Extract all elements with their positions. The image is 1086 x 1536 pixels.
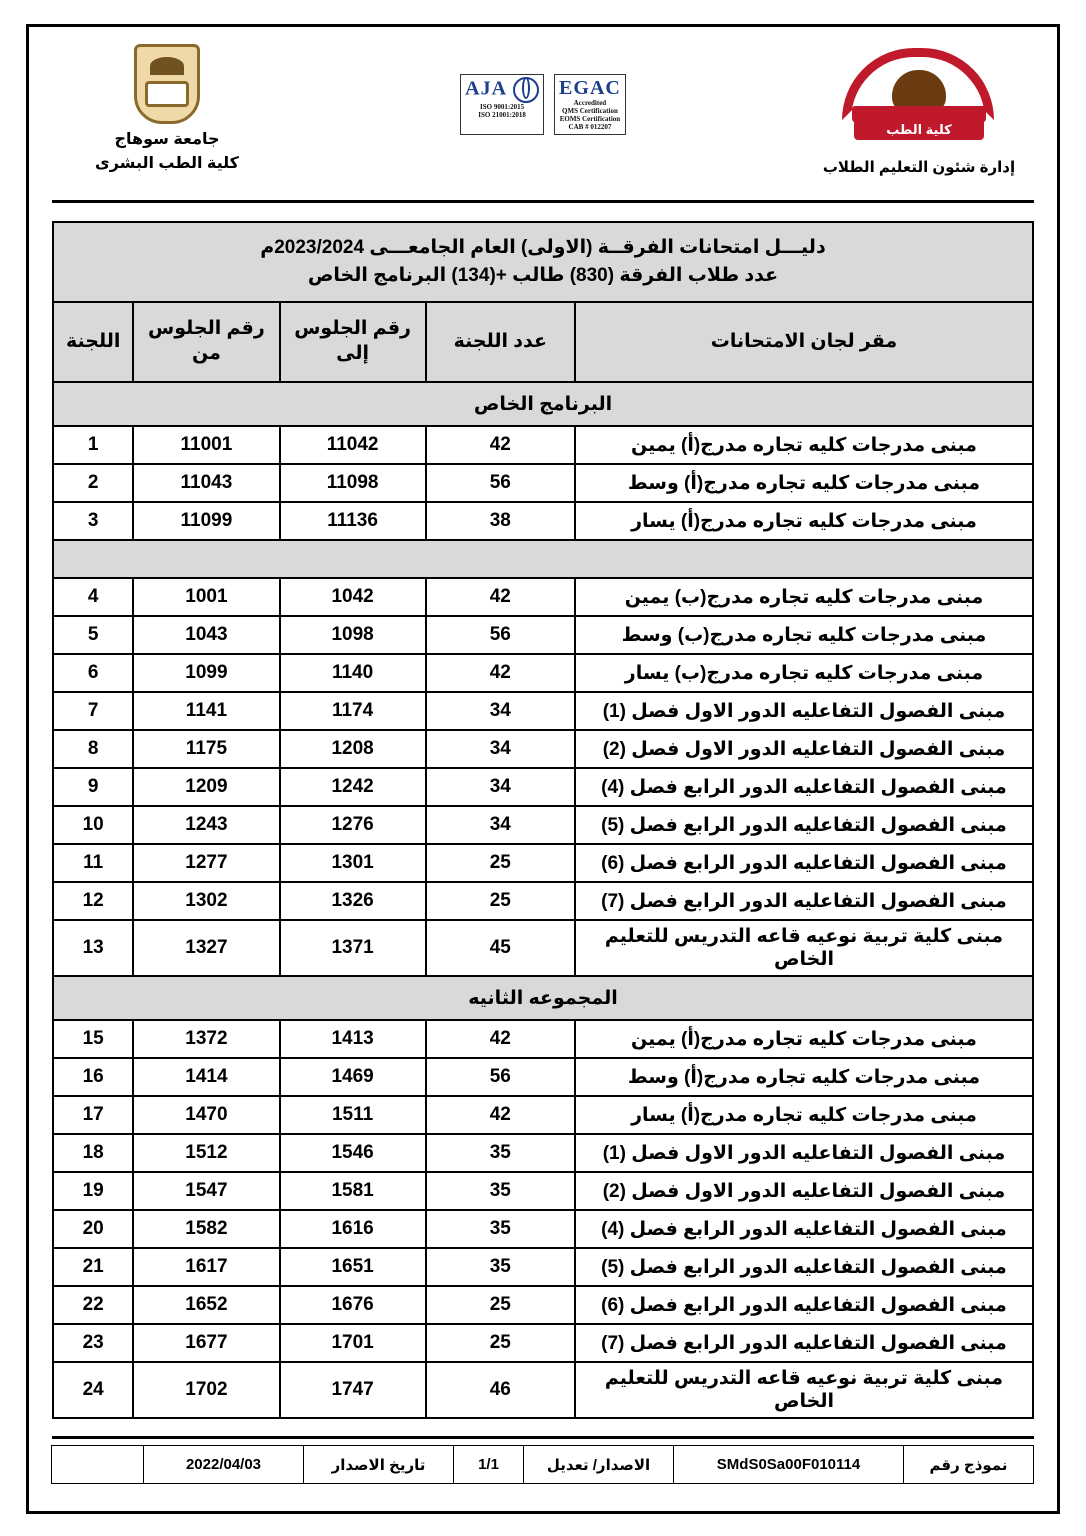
cell-seat-to: 1042 [280, 578, 426, 616]
cell-committee: 8 [53, 730, 133, 768]
cell-seat-from: 1001 [133, 578, 279, 616]
cell-count: 56 [426, 616, 575, 654]
table-title-line1: دليـــل امتحانات الفرقــة (الاولى) العام الجامعـــى 2023/2024م [260, 236, 826, 258]
cell-count: 56 [426, 1058, 575, 1096]
table-body [53, 382, 1033, 1418]
university-shield-icon [134, 44, 200, 124]
cell-count: 38 [426, 502, 575, 540]
cell-place: مبنى الفصول التفاعلیه الدور الاول فصل (2) [575, 1172, 1033, 1210]
cell-seat-from: 1043 [133, 616, 279, 654]
cell-count: 45 [426, 920, 575, 976]
cell-committee: 7 [53, 692, 133, 730]
cell-seat-to: 1747 [280, 1362, 426, 1418]
cell-count: 34 [426, 768, 575, 806]
cell-seat-to: 1140 [280, 654, 426, 692]
column-header-committee: اللجنة [53, 302, 133, 382]
cell-seat-to: 1676 [280, 1286, 426, 1324]
cell-committee: 10 [53, 806, 133, 844]
cell-seat-to: 1098 [280, 616, 426, 654]
cell-seat-from: 11001 [133, 426, 279, 464]
cell-seat-to: 1174 [280, 692, 426, 730]
cell-place: مبنى مدرجات كلیه تجاره مدرج(أ) وسط [575, 464, 1033, 502]
cell-seat-from: 1209 [133, 768, 279, 806]
document-footer [52, 1436, 1034, 1484]
cell-committee: 18 [53, 1134, 133, 1172]
table-row [53, 502, 1033, 540]
aja-mark-text: AJA [465, 77, 508, 100]
table-title-row [53, 222, 1033, 302]
footer-form-no-value: SMdS0Sa00F010114 [674, 1446, 904, 1484]
table-row [53, 806, 1033, 844]
cell-committee: 13 [53, 920, 133, 976]
cell-count: 42 [426, 1096, 575, 1134]
cell-place: مبنى الفصول التفاعلیه الدور الاول فصل (2) [575, 730, 1033, 768]
faculty-identity [804, 44, 1034, 176]
aja-certificate [460, 74, 544, 135]
egac-line-1: Accredited [573, 99, 607, 107]
table-row [53, 654, 1033, 692]
table-row [53, 1210, 1033, 1248]
cell-seat-to: 1581 [280, 1172, 426, 1210]
cell-count: 46 [426, 1362, 575, 1418]
column-header-count: عدد اللجنة [426, 302, 575, 382]
cell-place: مبنى مدرجات كلیه تجاره مدرج(أ) یسار [575, 502, 1033, 540]
table-row [53, 616, 1033, 654]
cell-committee: 17 [53, 1096, 133, 1134]
cell-seat-to: 11136 [280, 502, 426, 540]
cell-count: 35 [426, 1248, 575, 1286]
cell-committee: 24 [53, 1362, 133, 1418]
cell-seat-to: 1546 [280, 1134, 426, 1172]
table-row [53, 426, 1033, 464]
footer-revision-value: 1/1 [454, 1446, 524, 1484]
cell-place: مبنى مدرجات كلیه تجاره مدرج(أ) یمین [575, 426, 1033, 464]
cell-committee: 22 [53, 1286, 133, 1324]
table-row [53, 882, 1033, 920]
table-row [53, 730, 1033, 768]
cell-seat-to: 1413 [280, 1020, 426, 1058]
section-spacer [53, 540, 1033, 578]
aja-mark [465, 77, 539, 103]
cell-seat-to: 1242 [280, 768, 426, 806]
cell-seat-from: 1175 [133, 730, 279, 768]
table-row [53, 844, 1033, 882]
cell-count: 35 [426, 1172, 575, 1210]
cell-place: مبنى مدرجات كلیه تجاره مدرج(أ) یسار [575, 1096, 1033, 1134]
cell-count: 42 [426, 1020, 575, 1058]
cell-place: مبنى الفصول التفاعلیه الدور الاول فصل (1) [575, 1134, 1033, 1172]
cell-seat-from: 1582 [133, 1210, 279, 1248]
cell-seat-from: 1243 [133, 806, 279, 844]
cell-seat-to: 1371 [280, 920, 426, 976]
cell-seat-from: 1677 [133, 1324, 279, 1362]
cell-place: مبنى الفصول التفاعلیه الدور الاول فصل (1) [575, 692, 1033, 730]
department-label: إدارة شئون التعليم الطلاب [822, 159, 1016, 176]
cell-seat-to: 1651 [280, 1248, 426, 1286]
table-row [53, 1324, 1033, 1362]
column-header-place: مقر لجان الامتحانات [575, 302, 1033, 382]
cell-seat-from: 1141 [133, 692, 279, 730]
cell-committee: 9 [53, 768, 133, 806]
egac-line-4: CAB # 012207 [568, 123, 612, 132]
table-row [53, 1362, 1033, 1418]
section-spacer-row [53, 540, 1033, 578]
footer-form-no-label: نموذج رقم [904, 1446, 1034, 1484]
table-row [53, 1134, 1033, 1172]
exam-committees-table [52, 221, 1034, 1419]
cell-committee: 21 [53, 1248, 133, 1286]
section-label: البرنامج الخاص [53, 382, 1033, 426]
cell-count: 25 [426, 1324, 575, 1362]
university-name: جامعة سوهاج [114, 131, 220, 148]
globe-icon [513, 77, 539, 103]
cell-place: مبنى مدرجات كلیه تجاره مدرج(ب) یمین [575, 578, 1033, 616]
cell-seat-from: 1652 [133, 1286, 279, 1324]
cell-seat-to: 11042 [280, 426, 426, 464]
cell-count: 34 [426, 730, 575, 768]
cell-seat-from: 1277 [133, 844, 279, 882]
faculty-logo [829, 44, 1009, 152]
cell-place: مبنى كلیة تربیة نوعیه قاعه التدریس للتعلیم الخاص [575, 1362, 1033, 1418]
cell-count: 42 [426, 654, 575, 692]
cell-seat-to: 1701 [280, 1324, 426, 1362]
cell-seat-from: 1512 [133, 1134, 279, 1172]
egac-mark: EGAC [559, 77, 621, 99]
cell-seat-from: 1372 [133, 1020, 279, 1058]
medicine-logo-icon [834, 44, 1004, 144]
cell-seat-from: 1470 [133, 1096, 279, 1134]
footer-table [51, 1445, 1034, 1484]
cell-committee: 19 [53, 1172, 133, 1210]
cell-seat-to: 1276 [280, 806, 426, 844]
table-row [53, 920, 1033, 976]
cell-committee: 11 [53, 844, 133, 882]
cell-place: مبنى الفصول التفاعلیه الدور الرابع فصل (5) [575, 806, 1033, 844]
egac-line-3: EOMS Certification [559, 115, 621, 124]
footer-spacer [52, 1446, 144, 1484]
cell-place: مبنى الفصول التفاعلیه الدور الرابع فصل (4) [575, 768, 1033, 806]
table-title [53, 222, 1033, 302]
egac-line-2: QMS Certification [562, 107, 618, 116]
egac-certificate [554, 74, 626, 135]
cell-seat-from: 11099 [133, 502, 279, 540]
table-title-line2: عدد طلاب الفرقة (830) طالب +(134) البرنامج الخاص [307, 265, 779, 286]
cell-seat-to: 1301 [280, 844, 426, 882]
table-row [53, 1248, 1033, 1286]
footer-date-label: تاريخ الاصدار [304, 1446, 454, 1484]
logo-caption: كلية الطب [886, 122, 952, 137]
table-row [53, 1172, 1033, 1210]
university-identity [52, 44, 282, 176]
header-divider [52, 200, 1034, 203]
table-row [53, 1058, 1033, 1096]
cell-seat-from: 1099 [133, 654, 279, 692]
cell-seat-from: 1302 [133, 882, 279, 920]
cell-seat-to: 1469 [280, 1058, 426, 1096]
cell-committee: 23 [53, 1324, 133, 1362]
table-row [53, 1096, 1033, 1134]
cell-count: 35 [426, 1210, 575, 1248]
table-row [53, 578, 1033, 616]
cell-count: 35 [426, 1134, 575, 1172]
document-content [52, 44, 1034, 1419]
cell-seat-from: 1327 [133, 920, 279, 976]
cell-place: مبنى مدرجات كلیه تجاره مدرج(ب) یسار [575, 654, 1033, 692]
cell-seat-to: 1326 [280, 882, 426, 920]
certification-logos [378, 44, 708, 135]
cell-committee: 15 [53, 1020, 133, 1058]
cell-count: 25 [426, 1286, 575, 1324]
section-label: المجموعه الثانیه [53, 976, 1033, 1020]
cell-place: مبنى الفصول التفاعلیه الدور الرابع فصل (7) [575, 1324, 1033, 1362]
cell-committee: 5 [53, 616, 133, 654]
cell-seat-to: 11098 [280, 464, 426, 502]
cell-place: مبنى الفصول التفاعلیه الدور الرابع فصل (4) [575, 1210, 1033, 1248]
cell-place: مبنى مدرجات كلیه تجاره مدرج(ب) وسط [575, 616, 1033, 654]
cell-place: مبنى مدرجات كلیه تجاره مدرج(أ) وسط [575, 1058, 1033, 1096]
university-logo [131, 44, 203, 124]
cell-count: 25 [426, 844, 575, 882]
cell-place: مبنى كلیة تربیة نوعیه قاعه التدریس للتعلیم الخاص [575, 920, 1033, 976]
cell-seat-from: 11043 [133, 464, 279, 502]
aja-line-2: ISO 21001:2018 [478, 111, 526, 120]
cell-committee: 2 [53, 464, 133, 502]
table-row [53, 1020, 1033, 1058]
faculty-name: كلية الطب البشرى [95, 155, 239, 172]
section-header-row [53, 382, 1033, 426]
cell-place: مبنى الفصول التفاعلیه الدور الرابع فصل (6) [575, 1286, 1033, 1324]
cell-count: 34 [426, 692, 575, 730]
column-header-seat-to: رقم الجلوس إلى [280, 302, 426, 382]
cell-seat-to: 1616 [280, 1210, 426, 1248]
cell-count: 56 [426, 464, 575, 502]
cell-committee: 16 [53, 1058, 133, 1096]
table-row [53, 1286, 1033, 1324]
cell-count: 42 [426, 426, 575, 464]
table-row [53, 768, 1033, 806]
table-row [53, 692, 1033, 730]
cell-seat-from: 1702 [133, 1362, 279, 1418]
footer-revision-label: الاصدار/ تعديل [524, 1446, 674, 1484]
cell-committee: 20 [53, 1210, 133, 1248]
cell-seat-to: 1511 [280, 1096, 426, 1134]
cell-count: 25 [426, 882, 575, 920]
cell-committee: 12 [53, 882, 133, 920]
section-header-row [53, 976, 1033, 1020]
table-header-row [53, 302, 1033, 382]
cell-committee: 1 [53, 426, 133, 464]
cell-count: 42 [426, 578, 575, 616]
cell-seat-to: 1208 [280, 730, 426, 768]
cell-seat-from: 1617 [133, 1248, 279, 1286]
cell-committee: 3 [53, 502, 133, 540]
cell-place: مبنى الفصول التفاعلیه الدور الرابع فصل (5) [575, 1248, 1033, 1286]
footer-date-value: 2022/04/03 [144, 1446, 304, 1484]
cell-seat-from: 1414 [133, 1058, 279, 1096]
document-header [52, 44, 1034, 194]
cell-seat-from: 1547 [133, 1172, 279, 1210]
footer-divider [52, 1436, 1034, 1439]
cell-committee: 4 [53, 578, 133, 616]
cell-place: مبنى الفصول التفاعلیه الدور الرابع فصل (7) [575, 882, 1033, 920]
table-row [53, 464, 1033, 502]
cell-count: 34 [426, 806, 575, 844]
column-header-seat-from: رقم الجلوس من [133, 302, 279, 382]
cell-place: مبنى مدرجات كلیه تجاره مدرج(أ) یمین [575, 1020, 1033, 1058]
cell-place: مبنى الفصول التفاعلیه الدور الرابع فصل (6) [575, 844, 1033, 882]
aja-line-1: ISO 9001:2015 [480, 103, 525, 111]
cell-committee: 6 [53, 654, 133, 692]
